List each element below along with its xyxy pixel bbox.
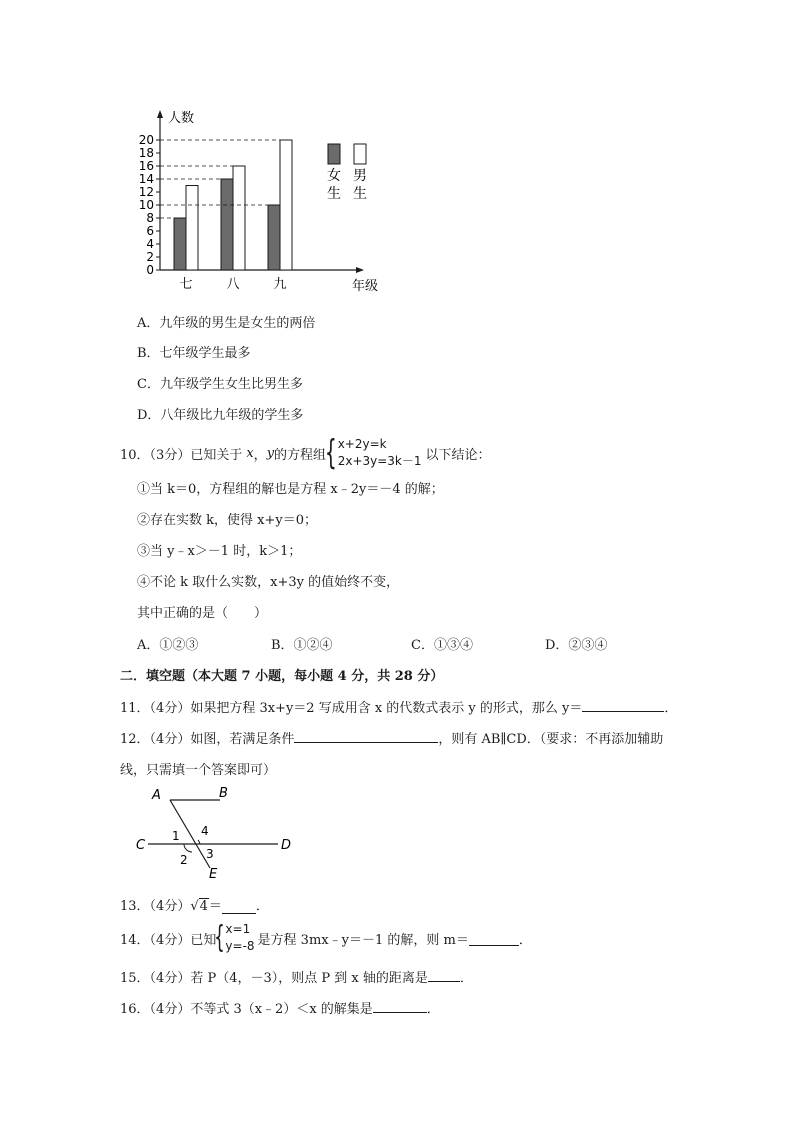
angle-label-2: 2 xyxy=(180,853,188,867)
q14-answer-blank[interactable] xyxy=(469,931,519,946)
q16 xyxy=(120,998,440,1017)
q10-statement-3: ③当 y﹣x＞－1 时，k＞1； xyxy=(137,544,302,559)
y-tick-label: 14 xyxy=(138,172,154,186)
q16-end: ． xyxy=(426,1002,440,1017)
label-b: B xyxy=(219,786,228,801)
y-tick-label: 4 xyxy=(146,237,154,251)
q10-stem xyxy=(120,433,491,473)
q12-text: 12．（4分）如图，若满足条件 xyxy=(120,732,295,747)
q14-end: ． xyxy=(518,932,532,948)
q10-var-x: x xyxy=(246,445,254,461)
angle-label-4: 4 xyxy=(201,824,209,838)
q12-answer-blank[interactable] xyxy=(294,728,438,743)
q12-line1 xyxy=(120,728,663,747)
q14-eq2: y=-8 xyxy=(225,939,255,953)
q10-option-c: C．①③④ xyxy=(411,638,473,653)
q10-option-d: D．②③④ xyxy=(545,638,608,653)
y-tick-label: 20 xyxy=(138,133,154,147)
q14 xyxy=(120,918,532,958)
q15 xyxy=(120,967,473,986)
y-tick-label: 18 xyxy=(138,146,154,160)
q14-prefix: 14．（4分）已知 xyxy=(120,932,217,948)
label-a: A xyxy=(152,788,161,803)
q10-mid: 的方程组 xyxy=(274,447,327,463)
x-axis-arrow-icon xyxy=(356,267,364,273)
q10-suffix: 以下结论： xyxy=(425,447,491,463)
y-tick-label: 12 xyxy=(138,185,154,199)
legend-swatch-female xyxy=(328,144,340,164)
q10-statement-2: ②存在实数 k，使得 x+y＝0； xyxy=(137,513,317,528)
q13-answer-blank[interactable] xyxy=(222,899,256,914)
label-e: E xyxy=(209,867,218,880)
y-tick-label: 2 xyxy=(146,250,154,264)
y-tick-label: 16 xyxy=(138,159,154,173)
q12-after: ，则有 AB∥CD．（要求：不再添加辅助 xyxy=(438,732,664,747)
q13-prefix: 13．（4分） xyxy=(120,899,191,914)
q11-answer-blank[interactable] xyxy=(582,697,664,712)
q15-end: ． xyxy=(459,971,473,986)
y-axis-arrow-icon xyxy=(157,110,163,118)
q12-line2: 线，只需填一个答案即可） xyxy=(120,763,277,778)
bar-male xyxy=(186,186,198,271)
q10-comma: ， xyxy=(253,447,267,463)
label-d: D xyxy=(281,838,292,853)
q16-text: 16．（4分）不等式 3（x﹣2）＜x 的解集是 xyxy=(120,1002,373,1017)
x-tick-label: 七 xyxy=(179,277,193,292)
legend-label-male-2: 生 xyxy=(353,186,367,202)
q10-eq2: 2x+3y=3k－1 xyxy=(337,454,422,468)
legend-label-female-1: 女 xyxy=(327,168,341,184)
q15-answer-blank[interactable] xyxy=(428,967,460,982)
q11 xyxy=(120,697,677,716)
q11-text: 11．（4分）如果把方程 3x+y＝2 写成用含 x 的代数式表示 y 的形式，那么 y＝ xyxy=(120,701,583,716)
x-tick-label: 八 xyxy=(226,277,240,292)
y-tick-label: 10 xyxy=(138,198,154,212)
q10-statement-1: ①当 k＝0，方程组的解也是方程 x﹣2y＝－4 的解； xyxy=(137,482,444,497)
legend-swatch-male xyxy=(354,144,366,164)
sqrt-icon: √ xyxy=(190,899,199,914)
q14-equation-system xyxy=(216,921,254,955)
q10-var-y: y xyxy=(266,445,275,461)
bar-male xyxy=(233,166,245,270)
q14-text: 是方程 3mx﹣y＝－1 的解，则 m＝ xyxy=(257,932,469,948)
left-brace-icon: { xyxy=(214,920,226,955)
q9-option-c: C．九年级学生女生比男生多 xyxy=(137,377,303,392)
y-tick-label: 0 xyxy=(146,263,154,277)
bar-female xyxy=(268,205,280,270)
q10-equation-system xyxy=(324,433,422,473)
q9-option-a: A．九年级的男生是女生的两倍 xyxy=(137,316,316,331)
q16-answer-blank[interactable] xyxy=(373,998,427,1013)
y-tick-label: 8 xyxy=(146,211,154,225)
q14-eq1: x=1 xyxy=(225,922,251,936)
legend-label-male-1: 男 xyxy=(353,168,367,184)
bar-female xyxy=(221,179,233,270)
q13 xyxy=(120,895,269,914)
q10-option-a: A．①②③ xyxy=(137,638,199,653)
legend-label-female-2: 生 xyxy=(327,186,341,202)
angle-label-1: 1 xyxy=(172,829,180,843)
section-heading: 二．填空题（本大题 7 小题，每小题 4 分，共 28 分） xyxy=(120,669,444,684)
label-c: C xyxy=(136,838,146,853)
q10-eq1: x+2y=k xyxy=(337,437,387,451)
q15-text: 15．（4分）若 P（4，－3），则点 P 到 x 轴的距离是 xyxy=(120,971,428,986)
angle-arc-12 xyxy=(184,844,192,852)
x-tick-label: 九 xyxy=(273,277,287,292)
q13-end: ． xyxy=(255,899,269,914)
q10-prefix: 10．（3分）已知关于 xyxy=(120,447,243,463)
bar-male xyxy=(280,140,292,270)
left-brace-icon: { xyxy=(324,433,337,473)
bar-chart xyxy=(0,0,794,300)
q10-ask: 其中正确的是（ ） xyxy=(137,606,268,621)
q9-option-d: D．八年级比九年级的学生多 xyxy=(137,408,304,423)
y-tick-label: 6 xyxy=(146,224,154,238)
y-axis-label: 人数 xyxy=(168,111,195,126)
q10-option-b: B．①②④ xyxy=(271,638,333,653)
q13-radicand: 4 xyxy=(199,899,208,914)
bar-female xyxy=(174,218,186,270)
q9-option-b: B．七年级学生最多 xyxy=(137,346,251,361)
q10-statement-4: ④不论 k 取什么实数，x+3y 的值始终不变， xyxy=(137,575,400,590)
angle-label-3: 3 xyxy=(206,847,214,861)
x-axis-label: 年级 xyxy=(352,279,379,294)
parallel-lines-figure xyxy=(130,780,310,880)
q11-end: ． xyxy=(664,701,678,716)
q13-eq: ＝ xyxy=(208,899,222,914)
